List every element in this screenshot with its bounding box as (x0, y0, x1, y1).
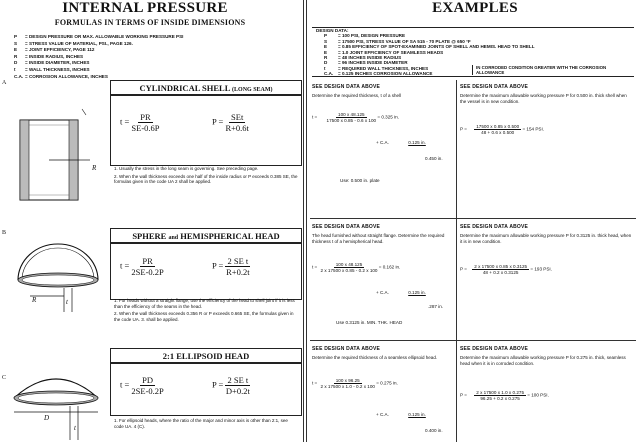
example-2-left-calc (312, 262, 454, 273)
formula-fraction (225, 256, 250, 277)
example-3-ca (376, 412, 426, 417)
example-heading: SEE DESIGN DATA ABOVE (312, 346, 381, 352)
calc-fraction (321, 262, 378, 273)
cylinder-t-formula (120, 112, 160, 133)
examples-middle-divider (456, 80, 457, 442)
design-symbol: P (324, 33, 328, 39)
example-desc: Determine the maximum allowable working pressure P for 0.3125 in. thick head, when it is in new condition. (460, 233, 632, 244)
calc-denominator: 17500 x 0.85 - 0.6 x 100 (326, 118, 377, 123)
cylinder-drawing (10, 95, 106, 215)
calc-lhs: P = (460, 392, 467, 398)
example-3-total: 0.400 in. (425, 428, 443, 433)
section-title-suffix: (LONG SEAM) (232, 87, 273, 93)
example-desc: Determine the maximum allowable working pressure P for 0.500 in. thick shell when the vessel is in new condition. (460, 93, 627, 104)
ellipsoid-t-formula (120, 375, 164, 396)
example-desc: Determine the required thickness of a seamless ellipsoid head. (312, 355, 438, 360)
ca-label: + C.A. (376, 140, 389, 145)
calc-denominator: 2 x 17500 x 0.85 - 0.2 x 100 (320, 268, 378, 273)
design-symbol: C.A. (324, 71, 334, 77)
design-data-heading: DESIGN DATA: (316, 28, 349, 33)
formula-fraction (131, 375, 163, 396)
example-heading: SEE DESIGN DATA ABOVE (460, 224, 529, 230)
note: 1. For ellipsoid heads, where the ratio of the major and minor axis is other than 2:1, see code UA. 4 (C). (114, 418, 288, 429)
formula-numerator: PD (142, 375, 154, 385)
ellipsoid-rim-inner (18, 393, 94, 403)
note: 2. When the wall thickness exceeds one half of the inside radius or P exceeds 0.385 SE, the formulas given in the code UA 2 shall be applied. (114, 173, 298, 185)
example-1-left-calc (312, 112, 454, 123)
cylinder-label-r: R (92, 164, 97, 172)
formula-numerator: PR (142, 256, 153, 266)
ca-label: + C.A. (376, 290, 389, 295)
example-2-use: Use 0.3125 in. MIN. THK. HEAD (336, 320, 403, 325)
design-symbol: t (324, 65, 326, 71)
calc-denominator: 48 + 0.2 x 0.3125 (482, 270, 519, 275)
calc-fraction (472, 264, 529, 275)
formula-denominator: 2SE-0.2P (131, 267, 164, 277)
design-symbol: E (324, 44, 328, 50)
legend-symbol: E (14, 47, 18, 53)
cylinder-wall-left (20, 120, 29, 200)
example-1-left (312, 84, 452, 99)
example-2-right-calc (460, 264, 636, 275)
example-desc: Determine the required thickness, t of a shell (312, 93, 402, 98)
example-1-right-calc (460, 124, 636, 135)
example-desc: The head furnished without straight flange. Determine the required thickness t of a hemispherical head. (312, 233, 445, 244)
formula-lhs: t = (120, 116, 130, 127)
calc-result: = 0.325 in. (377, 114, 399, 120)
section-title-text: SPHERE (132, 231, 167, 241)
calc-denominator: 48 + 0.6 x 0.500 (481, 130, 515, 135)
calc-numerator: 100 x 48.125 (335, 262, 363, 267)
legend-row (14, 41, 294, 48)
sphere-p-formula (212, 256, 250, 277)
page-divider (303, 0, 304, 442)
formula-denominator: R+0.6t (225, 123, 249, 133)
legend-symbol: D (14, 60, 18, 66)
example-2-total: .287 in. (428, 304, 444, 309)
example-3-right-calc (460, 390, 636, 401)
legend-row (14, 47, 294, 54)
formula-denominator: D+0.2t (225, 386, 250, 396)
ca-label: + C.A. (376, 412, 389, 417)
left-title: INTERNAL PRESSURE (62, 0, 228, 16)
formula-denominator: 2SE-0.2P (131, 386, 164, 396)
ca-value: 0.125 in. (408, 412, 426, 417)
calc-lhs: t = (312, 380, 318, 386)
calc-numerator: 2 x 17500 x 0.85 x 0.3125 (474, 264, 528, 269)
calc-denominator: 2 x 17500 x 1.0 - 0.2 x 100 (320, 384, 375, 389)
legend-symbol: R (14, 53, 18, 59)
design-symbol: D (324, 60, 328, 66)
example-heading: SEE DESIGN DATA ABOVE (460, 84, 529, 90)
sphere-drawing (12, 240, 108, 320)
formula-fraction (131, 256, 163, 277)
design-bracket-note: IN CORRODED CONDITION GREATER WITH THE CORROSION ALLOWANCE (472, 65, 626, 75)
design-text: = 0.125 INCHES CORROSION ALLOWANCE (338, 71, 433, 77)
sphere-notes (114, 298, 298, 322)
example-2-ca (376, 290, 426, 295)
ellipsoid-drawing (10, 362, 106, 442)
sphere-label-r: R (32, 296, 37, 304)
legend-symbol: t (14, 66, 16, 72)
formula-lhs: P = (212, 116, 224, 127)
sphere-t-formula (120, 256, 164, 277)
section-title-text: CYLINDRICAL SHELL (139, 83, 230, 93)
example-3-right (460, 346, 634, 366)
formula-fraction (225, 375, 250, 396)
legend-text: = STRESS VALUE OF MATERIAL, PSI., PAGE 126. (25, 40, 133, 46)
calc-denominator: 96.25 + 0.2 x 0.275 (480, 396, 520, 401)
calc-result: = 193 PSI. (530, 266, 552, 272)
legend-row (14, 34, 294, 41)
ca-value: 0.125 in. (408, 290, 426, 295)
formula-lhs: t = (120, 379, 130, 390)
legend-row (14, 60, 294, 67)
legend-symbol: P (14, 34, 18, 39)
examples-row-divider-2 (310, 340, 636, 341)
calc-lhs: t = (312, 114, 318, 120)
design-text: = REQUIRED WALL THICKNESS, INCHES (338, 65, 429, 71)
example-2-left (312, 224, 452, 244)
ca-value: 0.125 in. (408, 140, 426, 145)
design-text: = 0.85 EFFICIENCY OF SPOT-EXAMINED JOINTS OF SHELL AND HEMIS. HEAD TO SHELL (338, 44, 535, 50)
examples-row-divider-1 (310, 218, 636, 219)
calc-numerator: 100 x 96.25 (335, 378, 360, 383)
design-symbol: S (324, 38, 328, 44)
design-text: = 1.0 JOINT EFFICIENCY OF SEAMLESS HEADS (338, 49, 444, 55)
sphere-label-t: t (66, 298, 68, 306)
formula-numerator: 2 SE t (227, 256, 249, 266)
calc-result: = 0.162 in. (378, 264, 401, 270)
example-desc: Determine the maximum allowable working pressure P for 0.275 in. thick, seamless head when it is in corroded condition. (460, 355, 626, 366)
legend-text: = INSIDE RADIUS, INCHES (25, 53, 84, 59)
cylinder-p-formula (212, 112, 249, 133)
legend-text: = DESIGN PRESSURE OR MAX. ALLOWABLE WORKING PRESSURE PSI (25, 34, 184, 39)
design-text: = 96 INCHES INSIDE DIAMETER (338, 60, 408, 66)
calc-lhs: t = (312, 264, 318, 270)
example-1-ca (376, 140, 426, 145)
calc-numerator: 2 x 17500 x 1.0 x 0.275 (476, 390, 524, 395)
formula-lhs: t = (120, 260, 130, 271)
calc-fraction (321, 378, 375, 389)
page-divider-2 (306, 0, 307, 442)
calc-fraction (474, 124, 521, 135)
section-title-mid: and (168, 235, 179, 241)
example-1-total: 0.450 in. (425, 156, 443, 161)
margin-letter-a: A (2, 80, 7, 86)
example-3-left (312, 346, 452, 361)
note: 2. When the wall thickness exceeds 0.356 R or P exceeds 0.665 SE, the formulas given in the code UA. 3. shall be applied. (114, 311, 294, 322)
formula-lhs: P = (212, 260, 224, 271)
section-title-ellipsoid: 2:1 ELLIPSOID HEAD (110, 348, 302, 364)
legend-row (14, 54, 294, 61)
example-heading: SEE DESIGN DATA ABOVE (460, 346, 529, 352)
formula-denominator: SE-0.6P (131, 123, 160, 133)
cylinder-notes (114, 166, 298, 185)
note: 1. For heads without a straight flange, use the efficiency of the head to shell joint if it is less than the efficiency of the seams in the head. (114, 298, 295, 309)
formula-denominator: R+0.2t (226, 267, 250, 277)
formula-numerator: SEt (231, 112, 244, 122)
right-title: EXAMPLES (432, 0, 518, 16)
left-subtitle: FORMULAS IN TERMS OF INSIDE DIMENSIONS (54, 18, 246, 27)
legend-text: = CORROSION ALLOWANCE, INCHES (25, 73, 108, 79)
legend-symbol: S (14, 40, 18, 46)
calc-fraction (327, 112, 377, 123)
ellipsoid-p-formula (212, 375, 250, 396)
calc-numerator: 100 x 48.125 (338, 112, 365, 117)
ellipsoid-label-d: D (44, 414, 50, 422)
note: 1. Usually the stress in the long seam is governing. See preceding page. (114, 166, 259, 171)
legend-symbol: C.A. (14, 73, 24, 79)
design-text: = 100 PSI, DESIGN PRESSURE (338, 33, 406, 39)
design-text: = 48 INCHES INSIDE RADIUS (338, 55, 402, 61)
formula-numerator: PR (140, 112, 151, 122)
example-heading: SEE DESIGN DATA ABOVE (312, 224, 381, 230)
formula-numerator: 2 SE t (227, 375, 249, 385)
formula-fraction (225, 112, 248, 133)
calc-lhs: P = (460, 126, 467, 132)
legend-text: = INSIDE DIAMETER, INCHES (25, 60, 90, 66)
calc-lhs: P = (460, 266, 467, 272)
hemisphere-rim-inner (22, 275, 94, 285)
example-1-use: Use: 0.500 in. plate (340, 178, 380, 183)
calc-fraction (474, 390, 526, 401)
margin-letter-b: B (2, 230, 7, 236)
calc-result: = 154 PSI. (522, 126, 545, 132)
leader-line (82, 109, 86, 115)
formula-lhs: P = (212, 379, 224, 390)
example-2-right (460, 224, 634, 244)
example-heading: SEE DESIGN DATA ABOVE (312, 84, 381, 90)
legend-row (14, 67, 294, 74)
calc-result: = 100 PSI. (527, 392, 549, 398)
legend (14, 34, 294, 80)
design-symbol: E (324, 49, 328, 55)
design-symbol: R (324, 55, 328, 61)
section-title-rest: HEMISPHERICAL HEAD (180, 231, 280, 241)
margin-letter-c: C (2, 375, 7, 381)
design-text: = 17500 PSI, STRESS VALUE OF SA 515 - 70 PLATE @ 650 °F (338, 38, 471, 44)
legend-text: = JOINT EFFICIENCY, PAGE 112 (25, 47, 95, 53)
ellipsoid-label-t: t (74, 424, 76, 432)
formula-fraction (131, 112, 159, 133)
legend-text: = WALL THICKNESS, INCHES (25, 66, 90, 72)
calc-numerator: 17500 x 0.85 x 0.500 (476, 124, 520, 129)
calc-result: = 0.275 in. (376, 380, 398, 386)
example-3-left-calc (312, 378, 454, 389)
ellipsoid-notes (114, 418, 298, 429)
example-1-right (460, 84, 634, 104)
